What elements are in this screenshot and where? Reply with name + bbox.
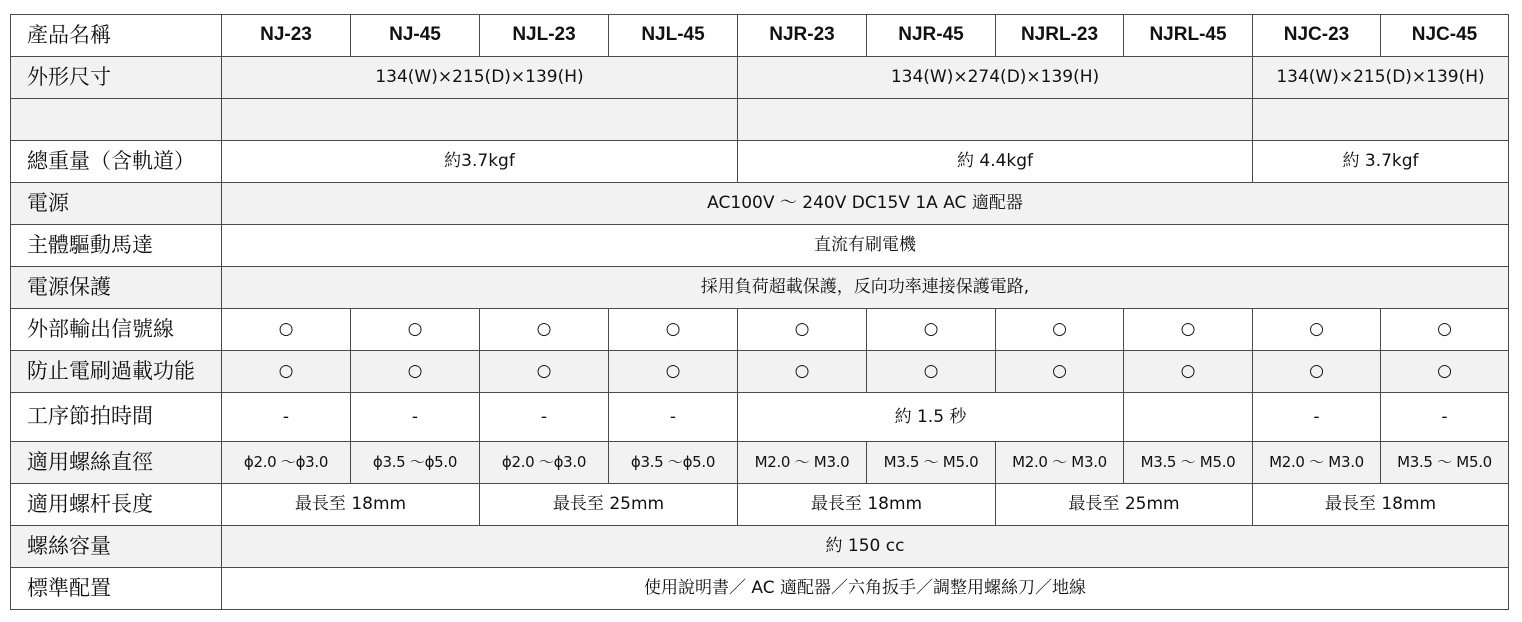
blank-value-nj (222, 99, 738, 141)
overload-mark: ○ (1253, 351, 1381, 393)
accessories-row (11, 568, 1509, 610)
thread-value: M2.0 ～ M3.0 (1253, 442, 1381, 484)
accessories-label: 標準配置 (11, 568, 222, 610)
power-label: 電源 (11, 183, 222, 225)
signal-mark: ○ (351, 309, 480, 351)
header-row (11, 15, 1509, 57)
overload-mark: ○ (609, 351, 738, 393)
shaft-value-njr: 最長至 18mm (738, 484, 996, 526)
signal-mark: ○ (867, 309, 996, 351)
cycle-value-njc-45: - (1381, 393, 1509, 442)
power-row (11, 183, 1509, 225)
overload-mark: ○ (996, 351, 1124, 393)
thread-value: ϕ3.5 ～ϕ5.0 (351, 442, 480, 484)
dimensions-row (11, 57, 1509, 99)
capacity-row (11, 526, 1509, 568)
cycle-label: 工序節拍時間 (11, 393, 222, 442)
blank-row (11, 99, 1509, 141)
thread-value: ϕ2.0 ～ϕ3.0 (222, 442, 351, 484)
signal-mark: ○ (996, 309, 1124, 351)
thread-value: ϕ3.5 ～ϕ5.0 (609, 442, 738, 484)
weight-label: 總重量（含軌道） (11, 141, 222, 183)
power-value: AC100V ～ 240V DC15V 1A AC 適配器 (222, 183, 1509, 225)
model-njr-23: NJR-23 (738, 15, 867, 57)
model-nj-23: NJ-23 (222, 15, 351, 57)
dimensions-value-njr: 134(W)×274(D)×139(H) (738, 57, 1253, 99)
cycle-value-njl-45: - (609, 393, 738, 442)
signal-mark: ○ (480, 309, 609, 351)
shaft-value-njc: 最長至 18mm (1253, 484, 1509, 526)
cycle-value-nj-23: - (222, 393, 351, 442)
signal-label: 外部輸出信號線 (11, 309, 222, 351)
dimensions-label: 外形尺寸 (11, 57, 222, 99)
motor-row (11, 225, 1509, 267)
overload-mark: ○ (867, 351, 996, 393)
shaft-value-njrl: 最長至 25mm (996, 484, 1253, 526)
overload-row (11, 351, 1509, 393)
cycle-value-njc-23: - (1253, 393, 1381, 442)
weight-row (11, 141, 1509, 183)
blank-value-njr (738, 99, 1253, 141)
signal-mark: ○ (222, 309, 351, 351)
protection-label: 電源保護 (11, 267, 222, 309)
dimensions-value-njc: 134(W)×215(D)×139(H) (1253, 57, 1509, 99)
thread-value: ϕ2.0 ～ϕ3.0 (480, 442, 609, 484)
blank-value-njc (1253, 99, 1509, 141)
thread-value: M3.5 ～ M5.0 (1124, 442, 1253, 484)
signal-mark: ○ (1381, 309, 1509, 351)
cycle-value-njrl-45 (1124, 393, 1253, 442)
thread-value: M3.5 ～ M5.0 (867, 442, 996, 484)
model-njl-45: NJL-45 (609, 15, 738, 57)
overload-mark: ○ (351, 351, 480, 393)
cycle-value-njr: 約 1.5 秒 (738, 393, 1124, 442)
cycle-row (11, 393, 1509, 442)
cycle-value-njl-23: - (480, 393, 609, 442)
model-njr-45: NJR-45 (867, 15, 996, 57)
protection-row (11, 267, 1509, 309)
signal-mark: ○ (609, 309, 738, 351)
accessories-value: 使用說明書／ AC 適配器／六角扳手／調整用螺絲刀／地線 (222, 568, 1509, 610)
overload-mark: ○ (738, 351, 867, 393)
shaft-value-njl: 最長至 25mm (480, 484, 738, 526)
signal-row (11, 309, 1509, 351)
model-njl-23: NJL-23 (480, 15, 609, 57)
model-njc-23: NJC-23 (1253, 15, 1381, 57)
overload-mark: ○ (1381, 351, 1509, 393)
thread-value: M2.0 ～ M3.0 (996, 442, 1124, 484)
signal-mark: ○ (1124, 309, 1253, 351)
thread-label: 適用螺絲直徑 (11, 442, 222, 484)
blank-label (11, 99, 222, 141)
model-njrl-23: NJRL-23 (996, 15, 1124, 57)
cycle-value-nj-45: - (351, 393, 480, 442)
header-label: 產品名稱 (11, 15, 222, 57)
signal-mark: ○ (738, 309, 867, 351)
signal-mark: ○ (1253, 309, 1381, 351)
overload-mark: ○ (480, 351, 609, 393)
overload-mark: ○ (222, 351, 351, 393)
model-nj-45: NJ-45 (351, 15, 480, 57)
weight-value-njc: 約 3.7kgf (1253, 141, 1509, 183)
model-njc-45: NJC-45 (1381, 15, 1509, 57)
overload-label: 防止電刷過載功能 (11, 351, 222, 393)
overload-mark: ○ (1124, 351, 1253, 393)
model-njrl-45: NJRL-45 (1124, 15, 1253, 57)
dimensions-value-nj: 134(W)×215(D)×139(H) (222, 57, 738, 99)
motor-label: 主體驅動馬達 (11, 225, 222, 267)
shaft-label: 適用螺杆長度 (11, 484, 222, 526)
thread-row (11, 442, 1509, 484)
shaft-value-nj: 最長至 18mm (222, 484, 480, 526)
spec-table (10, 14, 1509, 610)
shaft-row (11, 484, 1509, 526)
capacity-label: 螺絲容量 (11, 526, 222, 568)
motor-value: 直流有刷電機 (222, 225, 1509, 267)
weight-value-nj: 約3.7kgf (222, 141, 738, 183)
thread-value: M2.0 ～ M3.0 (738, 442, 867, 484)
protection-value: 採用負荷超載保護，反向功率連接保護電路, (222, 267, 1509, 309)
capacity-value: 約 150 cc (222, 526, 1509, 568)
thread-value: M3.5 ～ M5.0 (1381, 442, 1509, 484)
weight-value-njr: 約 4.4kgf (738, 141, 1253, 183)
